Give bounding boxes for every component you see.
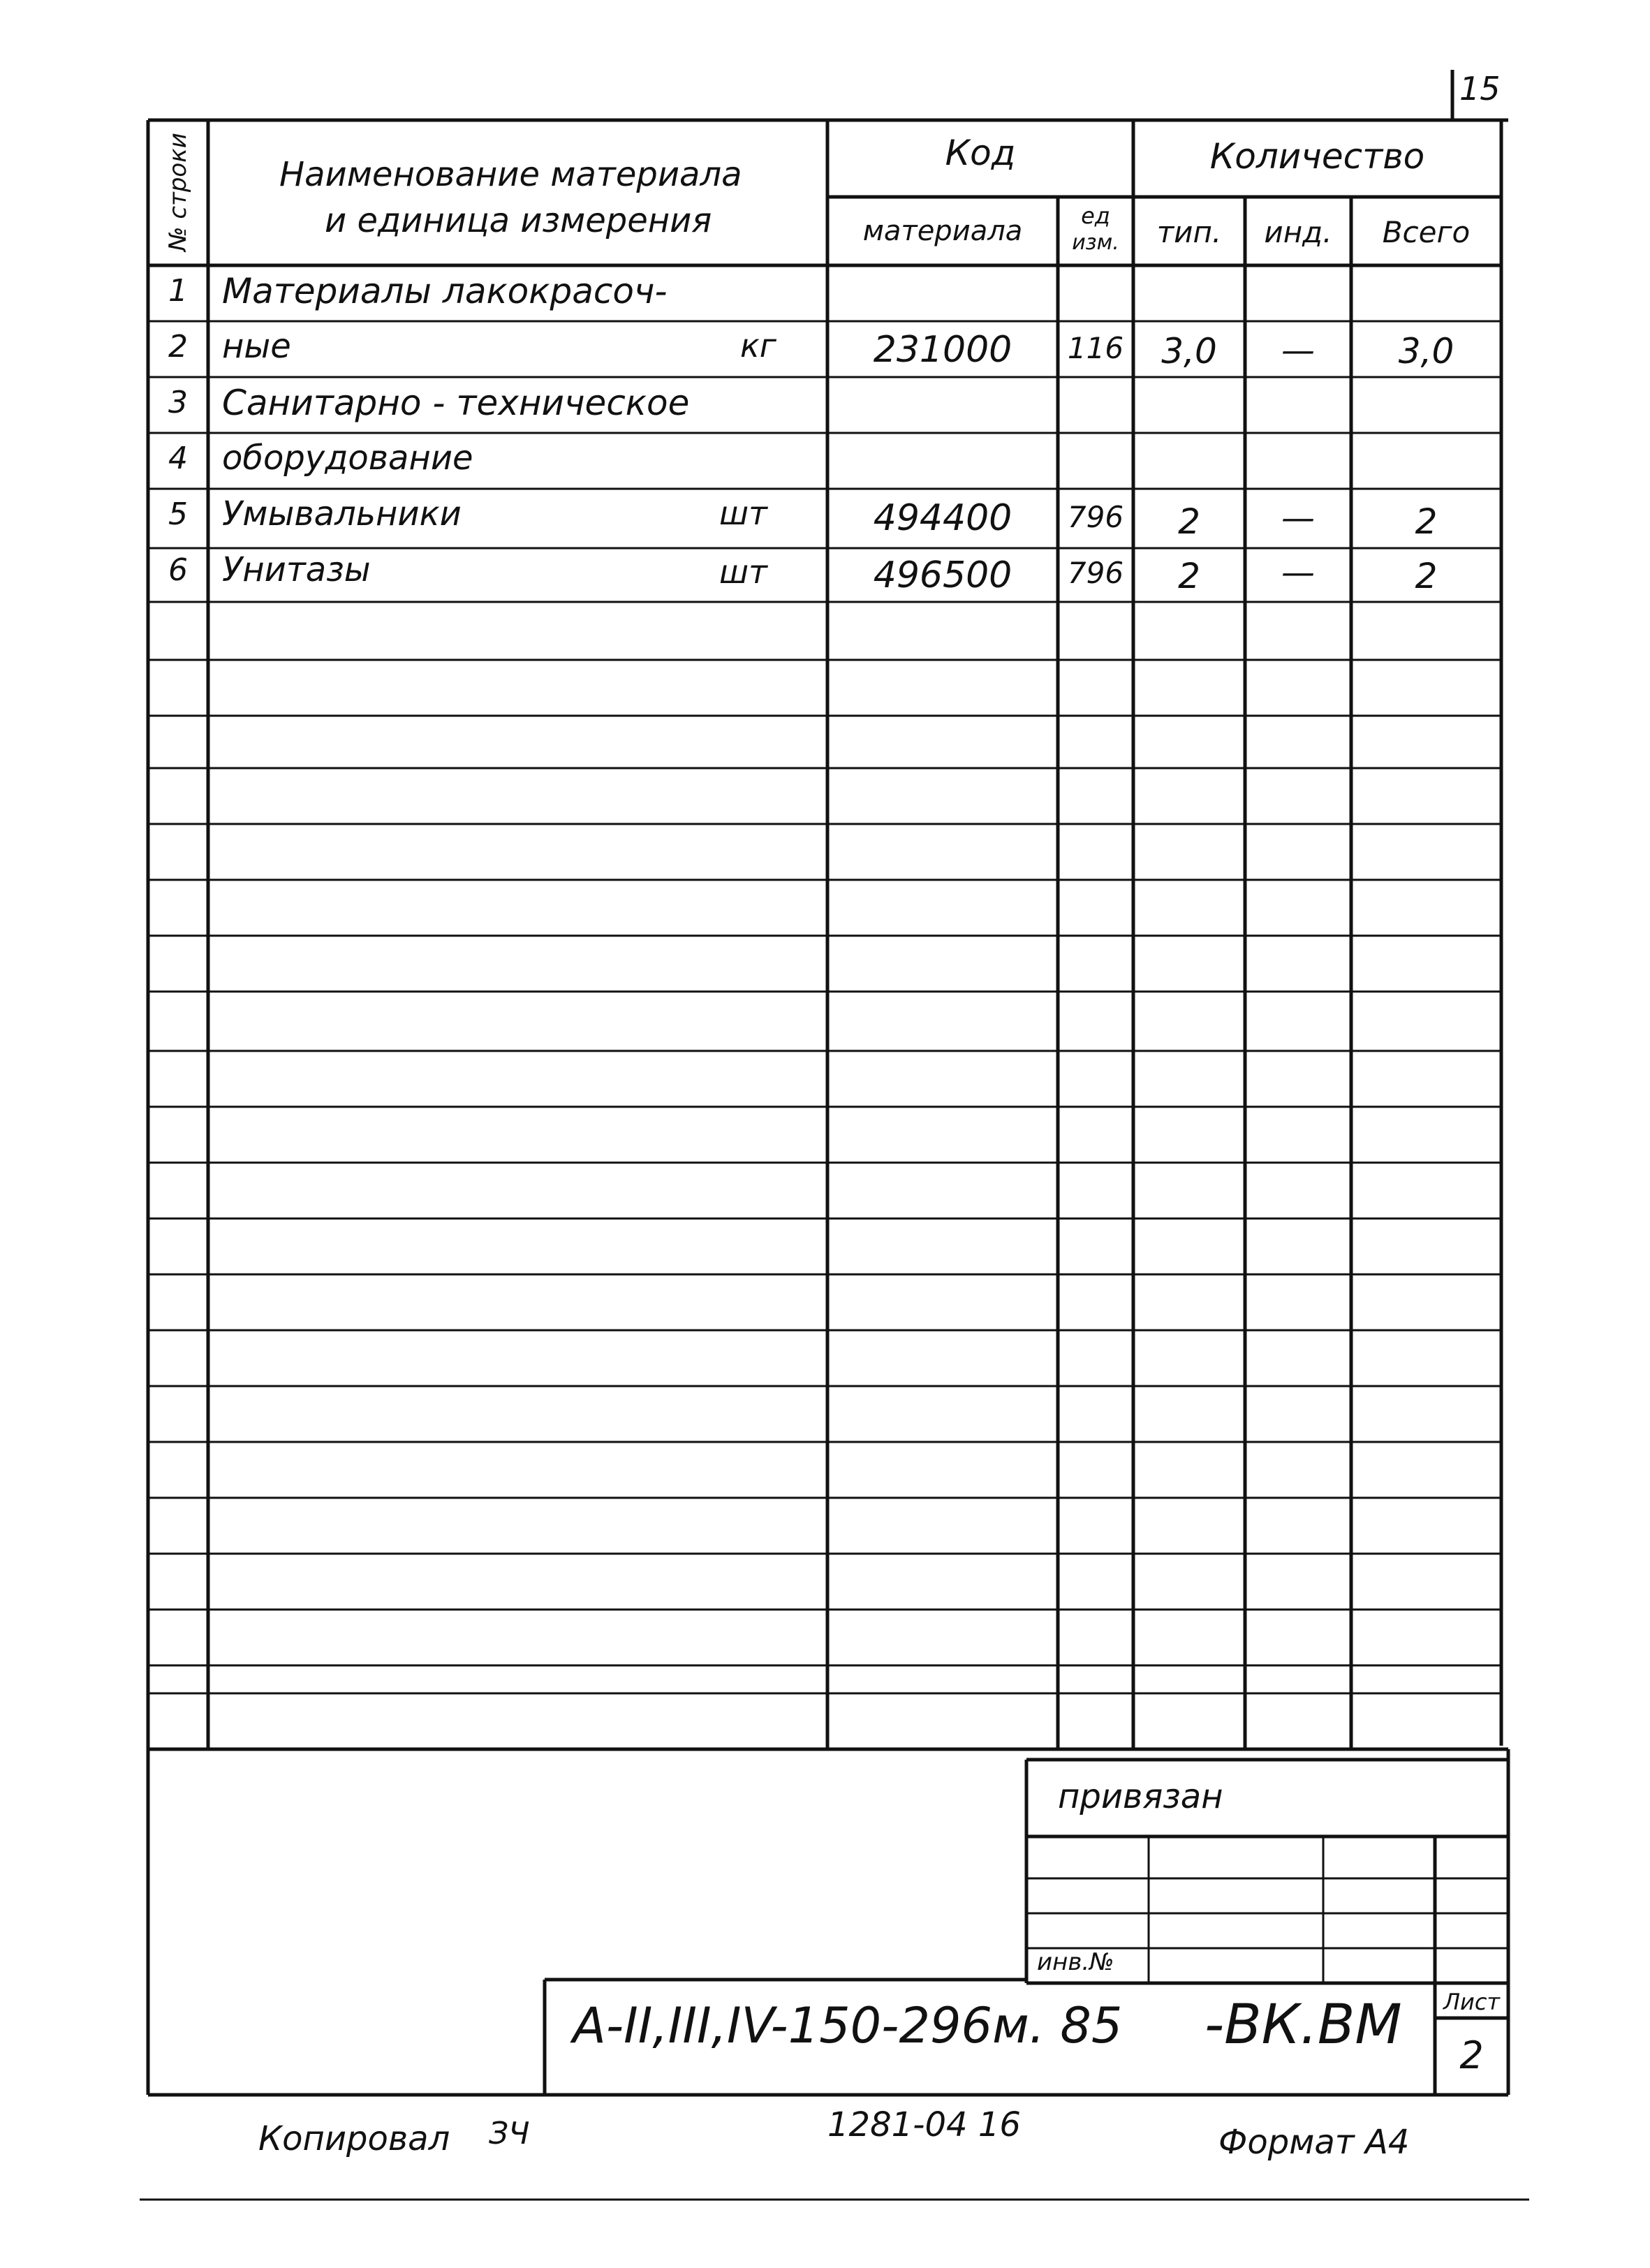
header-name-line1: Наименование материала xyxy=(279,155,742,194)
row-5-unit: шт xyxy=(719,494,767,532)
row-5-code: 494400 xyxy=(873,497,1012,539)
row-2-total: 3,0 xyxy=(1398,331,1454,371)
page-number: 15 xyxy=(1459,70,1501,108)
row-1-number: 1 xyxy=(168,273,188,309)
row-6-unit-code: 796 xyxy=(1067,556,1124,590)
stamp-suffix: -ВК.ВМ xyxy=(1205,1994,1402,2056)
row-2-number: 2 xyxy=(168,329,188,364)
row-2-unit: кг xyxy=(740,327,776,364)
stamp-inv-label: инв.№ xyxy=(1037,1948,1114,1976)
row-5-name: Умывальники xyxy=(222,494,462,533)
header-qty-total: Всего xyxy=(1382,215,1471,249)
row-5-unit-code: 796 xyxy=(1067,500,1124,534)
header-name-line2: и единица измерения xyxy=(325,201,712,240)
row-6-ind: — xyxy=(1281,553,1315,592)
row-3-number: 3 xyxy=(168,385,188,420)
header-qty-individual: инд. xyxy=(1264,215,1332,249)
footer-copied-initials: ЗЧ xyxy=(489,2116,530,2151)
header-code-unit-line2: изм. xyxy=(1072,230,1119,255)
footer-copied: Копировал xyxy=(258,2119,450,2158)
header-quantity: Количество xyxy=(1209,136,1425,177)
row-4-number: 4 xyxy=(168,441,188,476)
row-5-number: 5 xyxy=(168,496,188,532)
row-2-code: 231000 xyxy=(873,329,1012,371)
header-row-number: № строки xyxy=(164,133,192,251)
row-6-total: 2 xyxy=(1415,556,1438,596)
header-code: Код xyxy=(945,133,1016,173)
footer-order: 1281-04 16 xyxy=(827,2105,1021,2144)
row-5-total: 2 xyxy=(1415,501,1438,542)
row-4-name: оборудование xyxy=(222,439,473,478)
row-2-name: ные xyxy=(222,327,291,366)
row-6-typ: 2 xyxy=(1178,556,1200,596)
stamp-bound-label: привязан xyxy=(1058,1777,1223,1816)
header-qty-typical: тип. xyxy=(1156,215,1222,249)
stamp-designation: А-II,III,IV-150-296м. 85 xyxy=(573,1997,1123,2054)
row-6-code: 496500 xyxy=(873,554,1012,596)
stamp-sheet-label: Лист xyxy=(1443,1989,1501,2015)
footer-format: Формат А4 xyxy=(1218,2123,1410,2162)
row-1-name: Материалы лакокрасоч- xyxy=(222,271,668,311)
header-code-material: материала xyxy=(862,215,1023,247)
row-6-name: Унитазы xyxy=(222,550,371,589)
row-5-ind: — xyxy=(1281,499,1315,538)
row-6-number: 6 xyxy=(168,552,188,588)
row-2-typ: 3,0 xyxy=(1161,331,1217,371)
stamp-sheet-number: 2 xyxy=(1459,2033,1484,2077)
row-5-typ: 2 xyxy=(1178,501,1200,542)
row-6-unit: шт xyxy=(719,553,767,591)
row-2-unit-code: 116 xyxy=(1067,331,1124,365)
row-2-ind: — xyxy=(1281,331,1315,370)
header-code-unit-line1: ед xyxy=(1081,202,1110,229)
row-3-name: Санитарно - техническое xyxy=(222,383,690,423)
